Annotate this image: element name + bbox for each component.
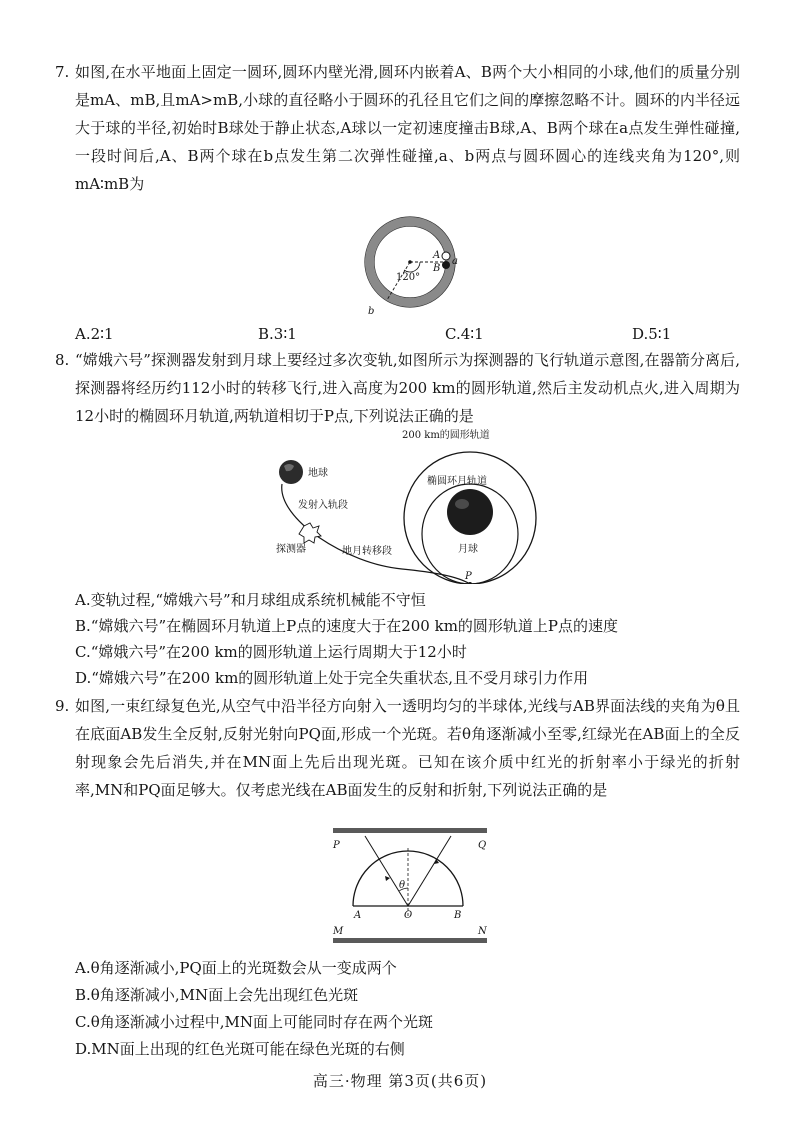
label-elliptical-orbit: 椭圆环月轨道 (427, 476, 487, 487)
label-probe: 探测器 (276, 544, 306, 555)
q8-option-c[interactable]: C.“嫦娥六号”在200 km的圆形轨道上运行周期大于12小时 (75, 643, 467, 661)
label-b: B (454, 910, 462, 921)
q9-text: 如图,一束红绿复色光,从空气中沿半径方向射入一透明均匀的半球体,光线与AB界面法线的夹角为θ且在底面AB发生全反射,反射光射向PQ面,形成一个光斑。若θ角逐渐减小至零,红绿光在AB面上的全反射现象会先后消失,并在MN面上先后出现光斑。已知在该介质中红光的折射率小于绿光的折射率,MN和PQ面足够大。仅考虑光线在AB面发生的反射和折射,下列说法正确的是 (75, 697, 740, 799)
moon-highlight (455, 499, 469, 509)
q7-stem (55, 58, 740, 198)
label-point-b: b (368, 306, 375, 317)
q8-figure (262, 424, 542, 584)
q7-option-a[interactable]: A.2∶1 (75, 325, 114, 343)
q8-stem (55, 346, 740, 430)
label-earth: 地球 (308, 468, 328, 479)
label-theta: θ (399, 880, 406, 891)
label-ball-b: B (433, 263, 441, 274)
probe-icon (299, 523, 321, 543)
label-ball-a: A (433, 250, 441, 261)
earth (279, 460, 303, 484)
ball-a (442, 252, 450, 260)
q8-option-b[interactable]: B.“嫦娥六号”在椭圆环月轨道上P点的速度大于在200 km的圆形轨道上P点的速度 (75, 617, 619, 635)
q8-option-a[interactable]: A.变轨过程,“嫦娥六号”和月球组成系统机械能不守恒 (75, 591, 426, 609)
mn-surface (333, 938, 487, 943)
q8-number: 8. (55, 351, 70, 369)
q9-number: 9. (55, 697, 70, 715)
page-footer: 高三·物理 第3页(共6页) (312, 1072, 488, 1090)
label-launch: 发射入轨段 (298, 500, 348, 511)
label-m: M (333, 926, 344, 937)
label-moon: 月球 (458, 544, 478, 555)
label-o: O (404, 910, 413, 921)
label-n: N (478, 926, 487, 937)
q9-option-b[interactable]: B.θ角逐渐减小,MN面上会先出现红色光斑 (75, 986, 359, 1004)
q8-option-d[interactable]: D.“嫦娥六号”在200 km的圆形轨道上处于完全失重状态,且不受月球引力作用 (75, 669, 589, 687)
incident-ray (365, 836, 408, 906)
label-a: A (354, 910, 362, 921)
q9-option-d[interactable]: D.MN面上出现的红色光斑可能在绿色光斑的右侧 (75, 1040, 405, 1058)
label-circular-orbit: 200 km的圆形轨道 (402, 430, 490, 441)
q7-figure (340, 214, 480, 320)
label-p: P (333, 840, 340, 851)
q9-figure (330, 826, 490, 948)
ball-b (442, 261, 450, 269)
q8-text: “嫦娥六号”探测器发射到月球上要经过多次变轨,如图所示为探测器的飞行轨道示意图,在器箭分离后,探测器将经历约112小时的转移飞行,进入高度为200 km的圆形轨道,然后主发动机点火,进入周期为12小时的椭圆环月轨道,两轨道相切于P点,下列说法正确的是 (75, 351, 740, 425)
label-angle: 120° (396, 272, 421, 283)
moon (447, 489, 493, 535)
q9-option-a[interactable]: A.θ角逐渐减小,PQ面上的光斑数会从一变成两个 (75, 959, 397, 977)
label-transfer: 地月转移段 (342, 546, 392, 557)
q9-option-c[interactable]: C.θ角逐渐减小过程中,MN面上可能同时存在两个光斑 (75, 1013, 433, 1031)
label-point-a: a (452, 256, 458, 267)
point-p (468, 582, 472, 584)
q9-stem (55, 692, 740, 804)
q7-option-d[interactable]: D.5∶1 (632, 325, 672, 343)
q7-number: 7. (55, 63, 70, 81)
incident-arrow-icon (385, 876, 390, 881)
q7-option-b[interactable]: B.3∶1 (258, 325, 297, 343)
reflected-ray (408, 836, 451, 906)
q7-text: 如图,在水平地面上固定一圆环,圆环内壁光滑,圆环内嵌着A、B两个大小相同的小球,他们的质量分别是mA、mB,且mA>mB,小球的直径略小于圆环的孔径且它们之间的摩擦忽略不计。圆环的内半径远大于球的半径,初始时B球处于静止状态,A球以一定初速度撞击B球,A、B两个球在a点发生弹性碰撞,一段时间后,A、B两个球在b点发生第二次弹性碰撞,a、b两点与圆环圆心的连线夹角为120°,则mA∶mB为 (75, 63, 740, 193)
angle-arc (404, 262, 420, 272)
label-q: Q (478, 840, 487, 851)
pq-surface (333, 828, 487, 833)
q7-option-c[interactable]: C.4∶1 (445, 325, 484, 343)
label-p: P (465, 571, 472, 582)
